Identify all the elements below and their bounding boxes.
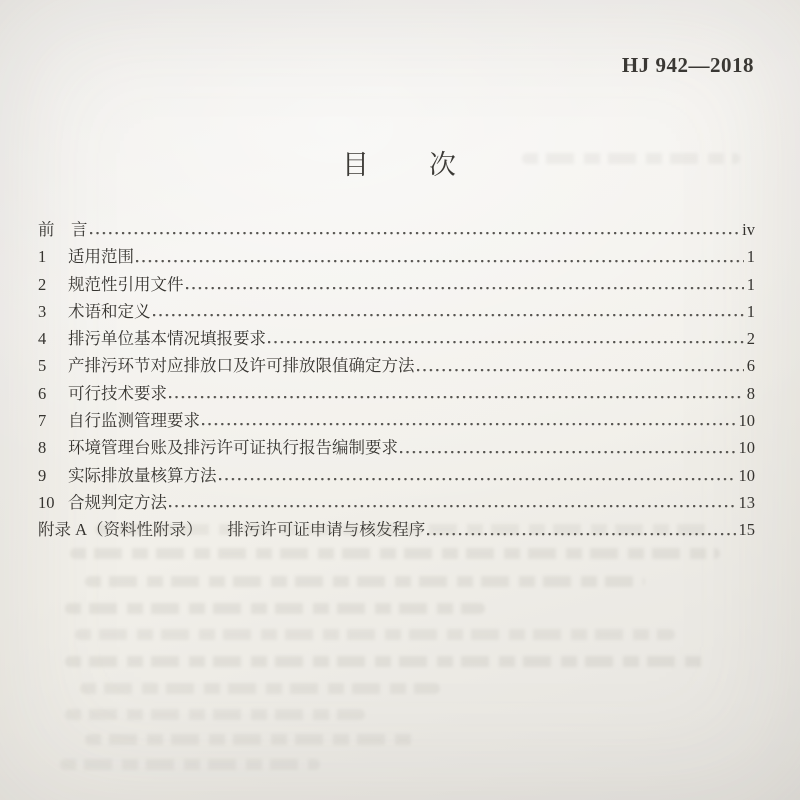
dot-leader — [136, 243, 744, 270]
toc-entry-page: iv — [742, 220, 755, 239]
toc-entry-number: 6 — [38, 383, 47, 403]
page-title: 目 次 — [342, 150, 458, 180]
toc-entry-label: 术语和定义 — [68, 301, 151, 321]
toc-entry-number: 5 — [38, 356, 47, 376]
toc-entry — [38, 271, 755, 298]
toc-entry-label: 环境管理台账及排污许可证执行报告编制要求 — [68, 438, 398, 458]
toc-entry-page: 8 — [746, 383, 755, 403]
toc-entry — [38, 489, 755, 516]
toc-entry-label: 前 言 — [38, 220, 88, 239]
toc-entry — [38, 434, 755, 461]
dot-leader — [268, 325, 744, 352]
toc-entry-label: 附录 A（资料性附录） 排污许可证申请与核发程序 — [38, 520, 426, 540]
toc-entry — [38, 380, 755, 407]
toc-entry-page: 15 — [738, 520, 755, 540]
toc-entry-number: 9 — [38, 465, 47, 485]
dot-leader — [186, 271, 744, 298]
toc-list — [38, 216, 755, 544]
toc-entry-page: 6 — [746, 356, 755, 376]
toc-entry-label: 适用范围 — [68, 247, 134, 267]
toc-entry-label: 产排污环节对应排放口及许可排放限值确定方法 — [68, 356, 415, 376]
toc-entry-number: 3 — [38, 301, 47, 321]
toc-entry-page: 1 — [746, 274, 755, 294]
toc-entry-page: 1 — [746, 301, 755, 321]
toc-entry — [38, 325, 755, 352]
toc-entry — [38, 243, 755, 270]
toc-entry-page: 2 — [746, 329, 755, 349]
toc-entry-number: 4 — [38, 329, 47, 349]
toc-entry — [38, 216, 755, 243]
toc-entry-page: 10 — [738, 465, 755, 485]
toc-entry-label: 自行监测管理要求 — [68, 411, 200, 431]
dot-leader — [169, 489, 736, 516]
dot-leader — [202, 407, 736, 434]
dot-leader — [153, 298, 744, 325]
dot-leader — [417, 352, 744, 379]
toc-entry-number: 1 — [38, 247, 47, 267]
toc-entry-page: 13 — [738, 492, 755, 512]
toc-entry-label: 规范性引用文件 — [68, 274, 184, 294]
standard-code: HJ 942—2018 — [621, 53, 754, 77]
toc-entry-label: 可行技术要求 — [68, 383, 167, 403]
toc-entry-label: 合规判定方法 — [68, 492, 167, 512]
dot-leader — [169, 380, 744, 407]
toc-entry-page: 1 — [746, 247, 755, 267]
toc-entry-number: 7 — [38, 411, 47, 431]
toc-entry — [38, 298, 755, 325]
toc-entry-page: 10 — [738, 411, 755, 431]
toc-entry — [38, 462, 755, 489]
toc-entry-label: 实际排放量核算方法 — [68, 465, 217, 485]
toc-entry — [38, 352, 755, 379]
dot-leader — [219, 462, 736, 489]
toc-entry-label: 排污单位基本情况填报要求 — [68, 329, 266, 349]
toc-entry-number: 8 — [38, 438, 47, 458]
toc-entry — [38, 407, 755, 434]
toc-entry-page: 10 — [738, 438, 755, 458]
dot-leader — [90, 216, 740, 243]
dot-leader — [400, 434, 736, 461]
toc-entry-number: 10 — [38, 492, 55, 512]
toc-entry-number: 2 — [38, 274, 47, 294]
